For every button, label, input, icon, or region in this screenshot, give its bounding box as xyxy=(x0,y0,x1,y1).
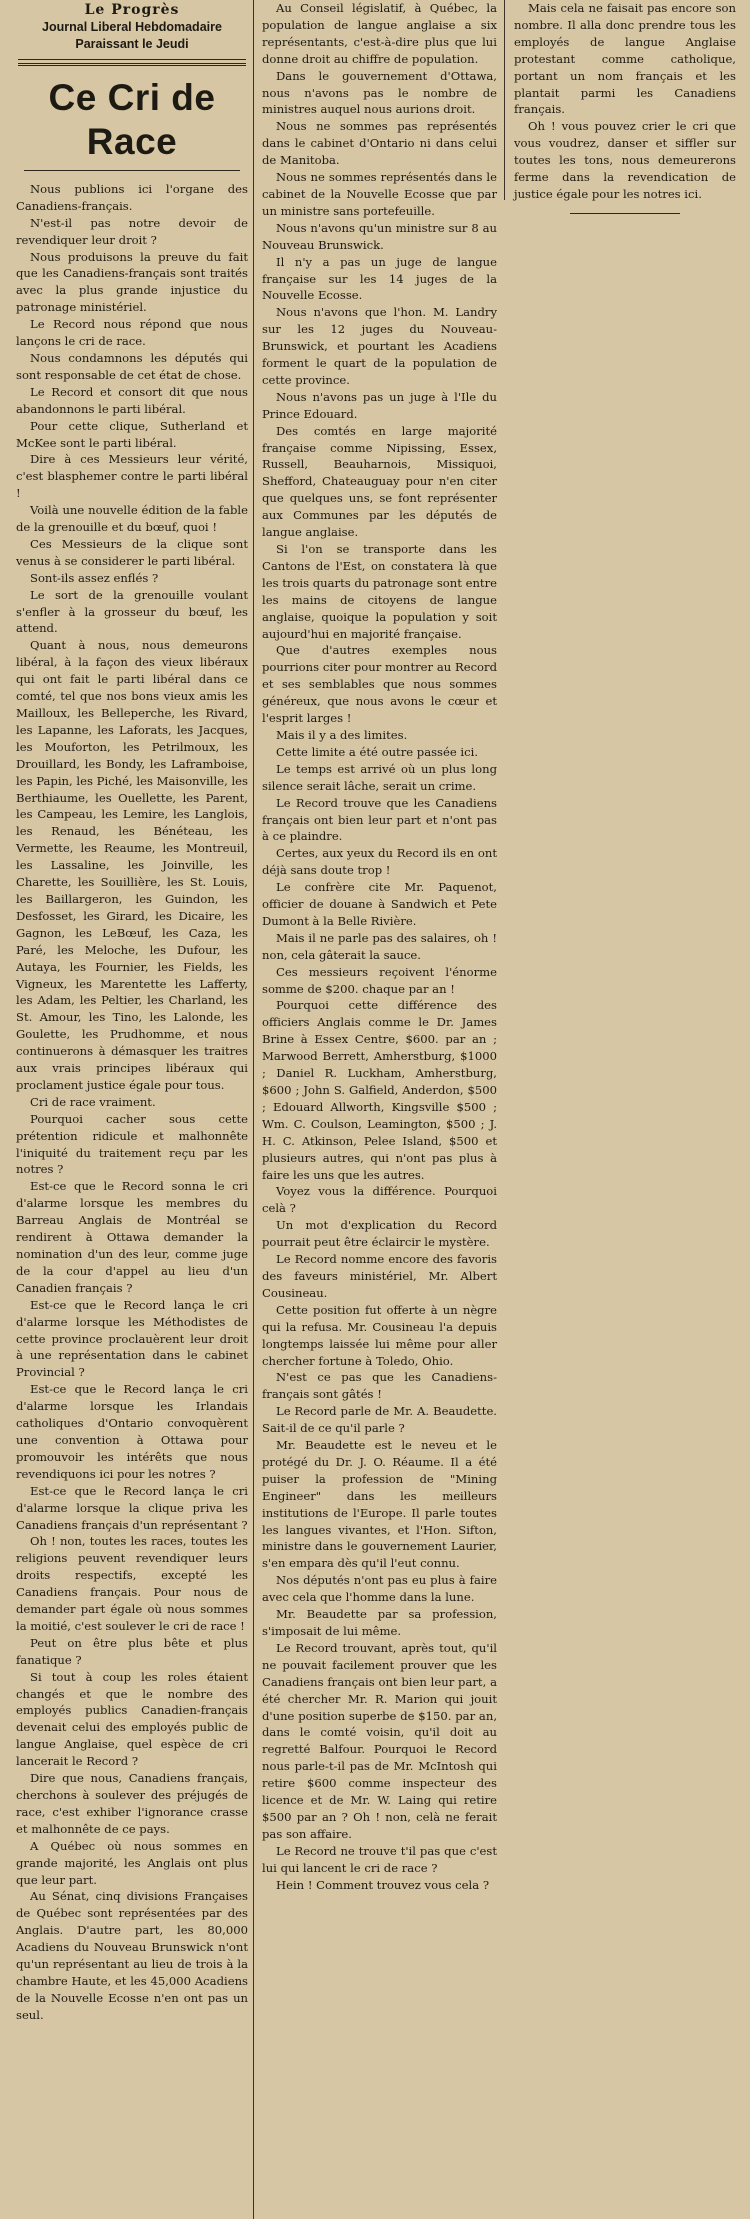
paragraph: Un mot d'explication du Record pourrait peut être éclaircir le mystère. xyxy=(262,1218,497,1250)
paragraph: Ces Messieurs de la clique sont venus à se considerer le parti libéral. xyxy=(16,536,248,568)
paragraph: Le confrère cite Mr. Paquenot, officier de douane à Sandwich et Pete Dumont à la Belle Rivière. xyxy=(262,880,497,928)
paragraph: Le Record trouvant, après tout, qu'il ne pouvait facilement prouver que les Canadiens français ont bien leur part, a été chercher Mr. R. Marion qui jouit d'une position superbe de $150. par an, dans le comté voisin, qu'il doit au regretté Balfour. Pourquoi le Record nous parle-t-il pas de Mr. McIntosh qui retire $600 comme inspecteur des licence et de Mr. W. Laing qui retire $500 par an ? Oh ! non, celà ne ferait pas son affaire. xyxy=(262,1640,497,1841)
paragraph: Le Record trouve que les Canadiens français ont bien leur part et n'ont pas à ce plaindre. xyxy=(262,795,497,844)
paragraph: Mr. Beaudette est le neveu et le protégé du Dr. J. O. Réaume. Il a été puiser la profession de "Mining Engineer" dans les meilleurs institutions de l'Europe. Il parle toutes les langues vivantes, et l'Hon. Sifton, ministre dans le gouvernement Laurier, s'en empara dès qu'il l'eut connu. xyxy=(262,1438,497,1571)
paragraph: Le Record parle de Mr. A. Beaudette. Sait-il de ce qu'il parle ? xyxy=(262,1404,497,1436)
paragraph: Cri de race vraiment. xyxy=(30,1094,156,1109)
paragraph: Le sort de la grenouille voulant s'enfler à la grosseur du bœuf, les attend. xyxy=(16,587,248,636)
masthead-subtitle: Journal Liberal Hebdomadaire xyxy=(42,19,222,34)
paragraph: Nous n'avons pas un juge à l'Ile du Prince Edouard. xyxy=(262,389,497,421)
article-headline: Ce Cri de Race xyxy=(48,76,216,162)
paragraph: Hein ! Comment trouvez vous cela ? xyxy=(276,1877,490,1892)
paragraph: Nous n'avons que l'hon. M. Landry sur les 12 juges du Nouveau-Brunswick, et pourtant les Acadiens forment le quart de la population de cette province. xyxy=(262,305,497,387)
column-rule xyxy=(253,0,254,2219)
paragraph: Est-ce que le Record lança le cri d'alarme lorsque les Irlandais catholiques d'Ontario convoquèrent une convention à Ottawa pour promouvoir les intérêts que nous revendiquons ici pour les notres ? xyxy=(16,1382,248,1481)
paragraph: Le Record nomme encore des favoris des faveurs ministériel, Mr. Albert Cousineau. xyxy=(262,1252,497,1300)
paragraph: Ces messieurs reçoivent l'énorme somme de $200. chaque par an ! xyxy=(262,964,497,996)
paragraph: Oh ! vous pouvez crier le cri que vous voudrez, danser et siffler sur toutes les tons, nous demeurerons ferme dans la revendication de justice égale pour les notres ici. xyxy=(514,119,736,201)
paragraph: Au Conseil législatif, à Québec, la population de langue anglaise a six représentants, c'est-à-dire plus que lui donne droit au chiffre de population. xyxy=(262,1,497,66)
paragraph: Cette limite a été outre passée ici. xyxy=(276,744,479,759)
paragraph: Pourquoi cacher sous cette prétention ridicule et malhonnête l'iniquité du traitement reçu par les notres ? xyxy=(16,1111,248,1177)
paragraph: Nous condamnons les députés qui sont responsable de cet état de chose. xyxy=(16,350,248,382)
headline-rule xyxy=(24,170,240,171)
paragraph: N'est ce pas que les Canadiens-français sont gâtés ! xyxy=(262,1370,497,1402)
paragraph: Mais cela ne faisait pas encore son nombre. Il alla donc prendre tous les employés de langue Anglaise protestant comme catholique, portant un nom français et les plantait parmi les Canadiens français. xyxy=(514,1,736,117)
paragraph: Nous ne sommes représentés dans le cabinet de la Nouvelle Ecosse que par un ministre sans portefeuille. xyxy=(262,170,497,218)
masthead xyxy=(16,2,248,53)
paragraph: Quant à nous, nous demeurons libéral, à la façon des vieux libéraux qui ont fait le parti libéral dans ce comté, tel que nos bons vieux amis les Mailloux, les Belleperche, les Rivard, les Lapanne, les Laforats, les Jacques, les Mouforton, les Petrilmoux, les Drouillard, les Bondy, les Laframboise, les Papin, les Piché, les Maisonville, les Berthiaume, les Ouellette, les Parent, les Campeau, les Lemire, les Langlois, les Renaud, les Bénéteau, les Vermette, les Reaume, les Montreuil, les Lassaline, les Joinville, les Charette, les Souillière, les St. Louis, les Baillargeron, les Guindon, les Desfosset, les Girard, les Dicaire, les Gagnon, les LeBœuf, les Caza, les Paré, les Meloche, les Dufour, les Autaya, les Fournier, les Fields, les Vigneux, les Marentette les Lafferty, les Adam, les Peltier, les Charland, les St. Amour, les Tino, les Lalonde, les Goulette, les Prudhomme, et nous continuerons à démasquer les traitres aux vrais principes libéraux qui proclament justice égale pour tous. xyxy=(16,638,248,1092)
paragraph: Pour cette clique, Sutherland et McKee sont le parti libéral. xyxy=(16,418,248,450)
paragraph: Au Sénat, cinq divisions Françaises de Québec sont représentées par des Anglais. D'autre part, les 80,000 Acadiens du Nouveau Brunswick n'ont qu'un représentant au lieu de trois à la chambre Haute, et les 45,000 Acadiens de la Nouvelle Ecosse n'en ont pas un seul. xyxy=(16,1889,248,2022)
column-2-text xyxy=(262,0,497,1894)
masthead-rule xyxy=(18,59,246,60)
paragraph: Dire que nous, Canadiens français, cherchons à soulever des préjugés de race, c'est exhiber l'ignorance crasse et malhonnête de ce pays. xyxy=(16,1771,248,1836)
newspaper-title: Le Progrès xyxy=(84,2,180,18)
paragraph: Il n'y a pas un juge de langue française sur les 14 juges de la Nouvelle Ecosse. xyxy=(262,254,497,303)
paragraph: Mais il y a des limites. xyxy=(276,727,408,742)
paragraph: Nous ne sommes pas représentés dans le cabinet d'Ontario ni dans celui de Manitoba. xyxy=(262,119,497,168)
paragraph: Voyez vous la différence. Pourquoi celà ? xyxy=(262,1184,497,1216)
column-rule xyxy=(504,0,505,200)
column-3-text xyxy=(514,0,736,203)
paragraph: Dans le gouvernement d'Ottawa, nous n'avons pas le nombre de ministres auquel nous aurions droit. xyxy=(262,68,497,117)
paragraph: Si tout à coup les roles étaient changés et que le nombre des employés publics Canadien-français devenait celui des employés public de langue Anglaise, quel espèce de cri lancerait le Record ? xyxy=(16,1669,248,1769)
paragraph: N'est-il pas notre devoir de revendiquer leur droit ? xyxy=(16,215,248,247)
column-1 xyxy=(10,0,252,2024)
paragraph: Voilà une nouvelle édition de la fable de la grenouille et du bœuf, quoi ! xyxy=(16,503,248,535)
paragraph: Si l'on se transporte dans les Cantons de l'Est, on constatera là que les trois quarts du patronage sont entre les mains de citoyens de langue anglaise, quoique la population y soit aujourd'hui en majorité française. xyxy=(262,542,497,641)
paragraph: Le Record et consort dit que nous abandonnons le parti libéral. xyxy=(16,384,248,416)
paragraph: Le Record nous répond que nous lançons le cri de race. xyxy=(16,317,248,349)
paragraph: Mr. Beaudette par sa profession, s'imposait de lui même. xyxy=(262,1607,497,1638)
paragraph: Sont-ils assez enflés ? xyxy=(30,570,159,585)
column-2 xyxy=(256,0,502,1894)
paragraph: Nous n'avons qu'un ministre sur 8 au Nouveau Brunswick. xyxy=(262,220,497,252)
paragraph: Certes, aux yeux du Record ils en ont déjà sans doute trop ! xyxy=(262,846,497,878)
column-1-text xyxy=(16,181,248,2024)
paragraph: Que d'autres exemples nous pourrions citer pour montrer au Record et ses semblables que nous sommes généreux, que nous avons le cœur et l'esprit larges ! xyxy=(262,643,497,726)
paragraph: Nous publions ici l'organe des Canadiens-français. xyxy=(16,181,248,213)
paragraph: Peut on être plus bête et plus fanatique ? xyxy=(16,1635,248,1667)
article-end-rule xyxy=(570,213,680,214)
paragraph: Le temps est arrivé où un plus long silence serait lâche, serait un crime. xyxy=(262,761,497,793)
paragraph: Mais il ne parle pas des salaires, oh ! non, cela gâterait la sauce. xyxy=(262,930,497,962)
paragraph: Pourquoi cette différence des officiers Anglais comme le Dr. James Brine à Essex Centre, $600. par an ; Marwood Berrett, Amherstburg, $1000 ; Daniel R. Luckham, Amherstburg, $600 ; John S. Galfield, Anderdon, $500 ; Edouard Allworth, Kingsville $500 ; Wm. C. Coulson, Leamington, $500 ; J. H. C. Atkinson, Pelee Island, $500 et plusieurs autres, qui n'ont pas plus à faire les uns que les autres. xyxy=(262,998,497,1182)
paragraph: Des comtés en large majorité française comme Nipissing, Essex, Russell, Beauharnois, Missiquoi, Shefford, Chateauguay pour n'en citer que quelques uns, se font représenter aux Communes par les députés de langue anglaise. xyxy=(262,423,497,540)
paragraph: Est-ce que le Record lança le cri d'alarme lorsque la clique priva les Canadiens français d'un représentant ? xyxy=(16,1483,248,1532)
masthead-double-rule xyxy=(18,63,246,66)
paragraph: Dire à ces Messieurs leur vérité, c'est blasphemer contre le parti libéral ! xyxy=(16,452,248,501)
column-3 xyxy=(508,0,740,214)
paragraph: Est-ce que le Record sonna le cri d'alarme lorsque les membres du Barreau Anglais de Montréal se rendirent à Ottawa demander la nomination d'un des leur, comme juge de la cour d'appel au lieu d'un Canadien français ? xyxy=(16,1179,248,1295)
paragraph: Oh ! non, toutes les races, toutes les religions peuvent revendiquer leurs droits respectifs, excepté les Canadiens français. Pour nous de demander part égale où nous sommes la moitié, c'est soulever le cri de race ! xyxy=(16,1534,248,1633)
paragraph: Cette position fut offerte à un nègre qui la refusa. Mr. Cousineau l'a depuis longtemps laissée lui même pour aller chercher fortune à Toledo, Ohio. xyxy=(262,1302,497,1368)
paragraph: Le Record ne trouve t'il pas que c'est lui qui lancent le cri de race ? xyxy=(262,1843,497,1875)
paragraph: Nos députés n'ont pas eu plus à faire avec cela que l'homme dans la lune. xyxy=(262,1573,497,1605)
paragraph: Est-ce que le Record lança le cri d'alarme lorsque les Méthodistes de cette province proclauèrent leur droit à une représentation dans le cabinet Provincial ? xyxy=(16,1297,248,1380)
paragraph: A Québec où nous sommes en grande majorité, les Anglais ont plus que leur part. xyxy=(16,1838,248,1887)
masthead-frequency: Paraissant le Jeudi xyxy=(75,36,189,51)
paragraph: Nous produisons la preuve du fait que les Canadiens-français sont traités avec la plus grande injustice du patronage ministériel. xyxy=(16,249,248,315)
